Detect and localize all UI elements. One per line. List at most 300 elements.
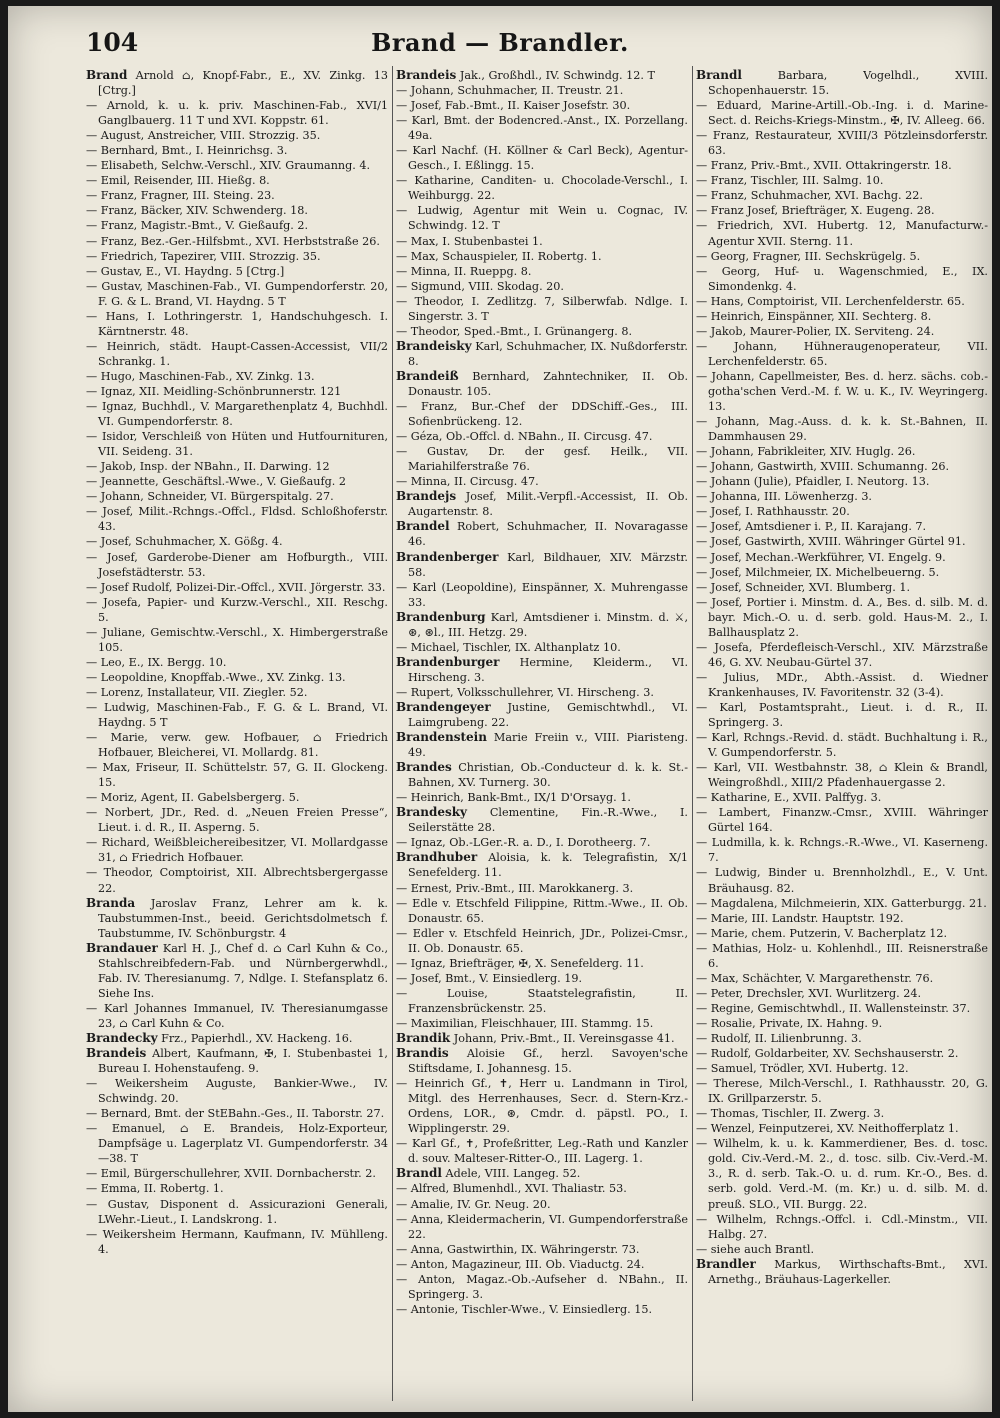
entry-text: Franz, Tischler, III. Salmg. 10. (710, 174, 884, 188)
directory-entry-sub (696, 865, 988, 895)
directory-entry-sub (396, 234, 688, 249)
entry-text: Marie, chem. Putzerin, V. Bacherplatz 12. (710, 926, 948, 940)
entry-text: Franz, Bur.-Chef der DDSchiff.-Ges., III. Sofienbrückeng. 12. (408, 400, 688, 429)
entry-text: Hermine, Kleiderm., VI. Hirscheng. 3. (408, 655, 688, 684)
entry-surname: Brandhuber (396, 850, 478, 865)
entry-text: Katharine, Canditen- u. Chocolade-Verschl., I. Weihburgg. 22. (408, 174, 688, 203)
entry-text: Jaroslav Franz, Lehrer am k. k. Taubstummen-Inst., beeid. Gerichtsdolmetsch f. Taubstumme, IV. Schönburgstr. 4 (98, 896, 388, 940)
directory-entry-sub (86, 279, 388, 309)
entry-text: Sigmund, VIII. Skodag. 20. (410, 279, 564, 293)
page-number: 104 (86, 28, 139, 57)
directory-entry-main (396, 760, 688, 790)
entry-text: Weikersheim Hermann, Kaufmann, IV. Mühlleng. 4. (98, 1227, 388, 1256)
directory-entry-sub (396, 294, 688, 324)
directory-entry-sub (396, 956, 688, 971)
directory-entry-sub (696, 550, 988, 565)
entry-text: Josef, Amtsdiener i. P., II. Karajang. 7. (710, 520, 927, 534)
entry-text: Wenzel, Feinputzerei, XV. Neithofferplatz 1. (710, 1122, 959, 1136)
directory-entry-sub (396, 474, 688, 489)
directory-entry-sub (696, 459, 988, 474)
directory-entry-sub (696, 188, 988, 203)
entry-text: Jeannette, Geschäftsl.-Wwe., V. Gießaufg. 2 (100, 475, 347, 489)
directory-entry-sub (86, 128, 388, 143)
entry-text: Ernest, Priv.-Bmt., III. Marokkanerg. 3. (410, 881, 634, 895)
directory-entry-sub (396, 640, 688, 655)
directory-entry-sub (396, 1242, 688, 1257)
directory-entry-sub (86, 730, 388, 760)
directory-page (8, 6, 992, 1412)
entry-text: Magdalena, Milchmeierin, XIX. Gatterburgg. 21. (710, 896, 987, 910)
entry-text: Aloisie Gf., herzl. Savoyen'sche Stiftsdame, I. Johannesg. 15. (408, 1047, 688, 1076)
entry-text: Clementine, Fin.-R.-Wwe., I. Seilerstätte 28. (408, 806, 688, 835)
entry-text: Markus, Wirthschafts-Bmt., XVI. Arnethg., Bräuhaus-Lagerkeller. (708, 1257, 988, 1286)
directory-entry-sub (696, 565, 988, 580)
entry-text: Jakob, Insp. der NBahn., II. Darwing. 12 (100, 460, 330, 474)
directory-entry-main (396, 339, 688, 369)
entry-text: Richard, Weißbleichereibesitzer, VI. Mollardgasse 31, ⌂ Friedrich Hofbauer. (98, 836, 388, 865)
entry-text: Regine, Gemischtwhdl., II. Wallensteinstr. 37. (710, 1001, 971, 1015)
entry-text: Eduard, Marine-Artill.-Ob.-Ing. i. d. Marine-Sect. d. Reichs-Kriegs-Minstm., ✠, IV. Alleeg. 66. (708, 99, 988, 128)
entry-text: Karl, Rchngs.-Revid. d. städt. Buchhaltung i. R., V. Gumpendorferstr. 5. (708, 731, 988, 760)
entry-surname: Brandenburger (396, 654, 500, 669)
directory-entry-sub (86, 625, 388, 655)
entry-text: Minna, II. Rueppg. 8. (410, 264, 532, 278)
entry-text: Leopoldine, Knopffab.-Wwe., XV. Zinkg. 13. (100, 670, 346, 684)
directory-entry-sub (396, 580, 688, 610)
directory-entry-sub (696, 534, 988, 549)
entry-text: Karl, Schuhmacher, IX. Nußdorferstr. 8. (408, 339, 688, 368)
directory-entry-sub (396, 685, 688, 700)
entry-text: Maximilian, Fleischhauer, III. Stammg. 15. (410, 1016, 654, 1030)
entry-text: Johann, Gastwirth, XVIII. Schumanng. 26. (710, 460, 950, 474)
entry-surname: Brandis (396, 1046, 449, 1061)
directory-entry-sub (86, 203, 388, 218)
directory-entry-sub (696, 1136, 988, 1211)
directory-entry-sub (396, 1076, 688, 1136)
entry-text: Bernhard, Zahntechniker, II. Ob. Donaustr. 105. (408, 369, 688, 398)
directory-entry-sub (696, 309, 988, 324)
entry-text: Theodor, Sped.-Bmt., I. Grünangerg. 8. (410, 324, 633, 338)
entry-text: Karl H. J., Chef d. ⌂ Carl Kuhn & Co., Stahlschreibfedern-Fab. und Nürnbergerwhdl., Fab. IV. Theresianumg. 7, Ndlge. I. Stefansplatz 6. Siehe Ins. (98, 941, 388, 1000)
directory-entry-sub (696, 700, 988, 730)
directory-entry-sub (396, 1181, 688, 1196)
directory-entry-sub (696, 414, 988, 444)
directory-entry-sub (86, 188, 388, 203)
column-2 (396, 68, 688, 1398)
directory-entry-sub (696, 1242, 988, 1257)
directory-entry-sub (696, 1106, 988, 1121)
directory-entry-sub (86, 670, 388, 685)
page-title: Brand — Brandler. (371, 28, 629, 57)
entry-surname: Brandik (396, 1031, 451, 1045)
entry-text: Christian, Ob.-Conducteur d. k. k. St.-Bahnen, XV. Turnerg. 30. (408, 761, 688, 790)
directory-entry-sub (396, 926, 688, 956)
column-divider (392, 66, 393, 1401)
directory-entry-sub (696, 941, 988, 971)
directory-entry-sub (86, 264, 388, 279)
entry-text: Karl, Bildhauer, XIV. Märzstr. 58. (408, 550, 688, 579)
entry-text: Rudolf, II. Lilienbrunng. 3. (710, 1032, 862, 1045)
directory-entry-sub (86, 399, 388, 429)
entry-text: Gustav, Dr. der gesf. Heilk., VII. Mariahilferstraße 76. (408, 445, 688, 474)
directory-entry-main (396, 550, 688, 580)
entry-text: Franz, Priv.-Bmt., XVII. Ottakringerstr. 18. (710, 159, 952, 173)
entry-text: Adele, VIII. Langeg. 52. (445, 1167, 581, 1181)
entry-text: Anna, Gastwirthin, IX. Währingerstr. 73. (410, 1242, 640, 1256)
entry-text: Heinrich, Bank-Bmt., IX/1 D'Orsayg. 1. (410, 791, 631, 805)
entry-text: Aloisia, k. k. Telegrafistin, X/1 Senefelderg. 11. (408, 851, 688, 880)
entry-text: Johann (Julie), Pfaidler, I. Neutorg. 13. (710, 475, 930, 489)
entry-surname: Brandeis (86, 1046, 147, 1061)
directory-entry-sub (396, 971, 688, 986)
entry-text: Ignaz, XII. Meidling-Schönbrunnerstr. 121 (100, 384, 342, 398)
directory-entry-sub (696, 986, 988, 1001)
directory-entry-sub (396, 790, 688, 805)
directory-entry-sub (396, 881, 688, 896)
column-divider (692, 66, 693, 1401)
directory-entry-sub (696, 489, 988, 504)
entry-text: Alfred, Blumenhdl., XVI. Thaliastr. 53. (410, 1182, 627, 1196)
entry-text: Ludmilla, k. k. Rchngs.-R.-Wwe., VI. Kaserneng. 7. (708, 836, 988, 865)
entry-text: Georg, Fragner, III. Sechskrügelg. 5. (710, 249, 921, 263)
entry-text: Ludwig, Agentur mit Wein u. Cognac, IV. Schwindg. 12. T (408, 204, 688, 233)
entry-text: Hans, I. Lothringerstr. 1, Handschuhgesch. I. Kärntnerstr. 48. (98, 309, 388, 338)
entry-text: Franz, Bez.-Ger.-Hilfsbmt., XVI. Herbststraße 26. (100, 234, 380, 248)
directory-entry-sub (696, 158, 988, 173)
directory-entry-sub (86, 158, 388, 173)
entry-text: Josef, Garderobe-Diener am Hofburgth., VIII. Josefstädterstr. 53. (98, 550, 388, 579)
entry-surname: Brandejs (396, 489, 457, 504)
entry-text: Johann, Priv.-Bmt., II. Vereinsgasse 41. (453, 1032, 675, 1045)
entry-text: Karl, Bmt. der Bodencred.-Anst., IX. Porzellang. 49a. (408, 114, 688, 143)
entry-text: Elisabeth, Selchw.-Verschl., XIV. Graumanng. 4. (100, 159, 371, 173)
entry-text: Minna, II. Circusg. 47. (410, 475, 539, 489)
directory-entry-sub (86, 595, 388, 625)
entry-text: Ignaz, Buchhdl., V. Margarethenplatz 4, Buchhdl. VI. Gumpendorferstr. 8. (98, 400, 388, 429)
entry-text: Jakob, Maurer-Polier, IX. Serviteng. 24. (710, 324, 935, 338)
entry-text: Johann, Capellmeister, Bes. d. herz. sächs. cob.-gotha'schen Verd.-M. f. W. u. K., IV. Weyringerg. 13. (708, 369, 988, 414)
directory-entry-sub (696, 264, 988, 294)
directory-entry-sub (396, 173, 688, 203)
entry-text: Emanuel, ⌂ E. Brandeis, Holz-Exporteur, Dampfsäge u. Lagerplatz VI. Gumpendorferstr. 34—38. T (98, 1122, 388, 1166)
directory-entry-sub (396, 1136, 688, 1166)
entry-text: Arnold ⌂, Knopf-Fabr., E., XV. Zinkg. 13 [Ctrg.] (98, 69, 388, 98)
entry-text: Josefa, Papier- und Kurzw.-Verschl., XII. Reschg. 5. (98, 595, 388, 624)
directory-entry-sub (86, 504, 388, 534)
directory-entry-sub (86, 489, 388, 504)
entry-surname: Brandesky (396, 805, 468, 820)
entry-text: Rudolf, Goldarbeiter, XV. Sechshauserstr. 2. (710, 1047, 959, 1061)
directory-entry-main (396, 655, 688, 685)
directory-entry-sub (696, 926, 988, 941)
entry-text: Heinrich Gf., ✝, Herr u. Landmann in Tirol, Mitgl. des Herrenhauses, Secr. d. Stern-Krz.-Ordens, LOR., ⊛, Cmdr. d. päpstl. PO., I. Wipplingerstr. 29. (408, 1077, 688, 1136)
entry-text: Johanna, III. Löwenherzg. 3. (710, 490, 872, 504)
directory-entry-sub (696, 730, 988, 760)
entry-text: August, Anstreicher, VIII. Strozzig. 35. (100, 129, 321, 143)
entry-text: Ludwig, Binder u. Brennholzhdl., E., V. Unt. Bräuhausg. 82. (708, 866, 988, 895)
directory-entry-sub (86, 1076, 388, 1106)
entry-text: Marie, verw. gew. Hofbauer, ⌂ Friedrich Hofbauer, Bleicherei, VI. Mollardg. 81. (98, 731, 388, 760)
entry-text: Josef, Milit.-Verpfl.-Accessist, II. Ob. Augartenstr. 8. (408, 490, 688, 519)
directory-entry-sub (396, 249, 688, 264)
entry-text: Johann, Fabrikleiter, XIV. Huglg. 26. (710, 445, 916, 459)
directory-entry-sub (696, 504, 988, 519)
entry-text: Lorenz, Installateur, VII. Ziegler. 52. (100, 685, 308, 699)
directory-entry-sub (696, 128, 988, 158)
entry-text: Emil, Bürgerschullehrer, XVII. Dornbacherstr. 2. (100, 1167, 376, 1181)
entry-text: Anton, Magazineur, III. Ob. Viaductg. 24. (410, 1257, 645, 1271)
directory-entry-sub (696, 444, 988, 459)
entry-text: Karl Nachf. (H. Köllner & Carl Beck), Agentur-Gesch., I. Eßlingg. 15. (408, 144, 688, 173)
directory-entry-main (86, 941, 388, 1001)
entry-text: Wilhelm, k. u. k. Kammerdiener, Bes. d. tosc. gold. Civ.-Verd.-M. 2., d. tosc. silb. Civ.-Verd.-M. 3., R. d. serb. Tak.-O. u. d. rum. Kr.-O., Bes. d. serb. gold. Verd.-M. (m. Kr.) u. d. silb. M. d. preuß. SLO., VII. Burgg. 22. (708, 1137, 988, 1211)
entry-text: Theodor, I. Zedlitzg. 7, Silberwfab. Ndlge. I. Singerstr. 3. T (408, 294, 688, 323)
entry-text: Peter, Drechsler, XVI. Wurlitzerg. 24. (710, 986, 922, 1000)
directory-entry-sub (86, 143, 388, 158)
directory-entry-sub (696, 640, 988, 670)
entry-text: Josef Rudolf, Polizei-Dir.-Offcl., XVII. Jörgerstr. 33. (100, 580, 386, 594)
entry-text: Franz, Bäcker, XIV. Schwenderg. 18. (100, 204, 308, 218)
directory-entry-sub (696, 1046, 988, 1061)
entry-text: Friedrich, XVI. Hubertg. 12, Manufacturw.-Agentur XVII. Sterng. 11. (708, 219, 988, 248)
directory-entry-sub (396, 113, 688, 143)
entry-surname: Brandel (396, 519, 450, 534)
entry-surname: Brandenburg (396, 609, 486, 624)
entry-text: Gustav, Disponent d. Assicurazioni Generali, LWehr.-Lieut., I. Landskrong. 1. (98, 1197, 388, 1226)
entry-text: Johann, Schneider, VI. Bürgerspitalg. 27. (100, 490, 334, 504)
directory-entry-sub (86, 1181, 388, 1196)
directory-entry-sub (696, 1031, 988, 1046)
entry-text: Franz, Magistr.-Bmt., V. Gießaufg. 2. (100, 219, 309, 233)
entry-text: Edler v. Etschfeld Heinrich, JDr., Polizei-Cmsr., II. Ob. Donaustr. 65. (408, 926, 688, 955)
entry-text: siehe auch Brantl. (710, 1242, 815, 1256)
entry-text: Josef, Milchmeier, IX. Michelbeuerng. 5. (710, 565, 940, 579)
directory-entry-main (396, 805, 688, 835)
entry-surname: Brandecky (86, 1031, 158, 1045)
column-1 (86, 68, 388, 1398)
entry-text: Therese, Milch-Verschl., I. Rathhausstr. 20, G. IX. Grillparzerstr. 5. (708, 1077, 988, 1106)
directory-entry-sub (86, 249, 388, 264)
entry-text: Hugo, Maschinen-Fab., XV. Zinkg. 13. (100, 369, 315, 383)
directory-entry-sub (396, 429, 688, 444)
entry-text: Bernhard, Bmt., I. Heinrichsg. 3. (100, 144, 288, 158)
directory-entry-sub (396, 1016, 688, 1031)
directory-entry-sub (696, 1121, 988, 1136)
entry-text: Johann, Hühneraugenoperateur, VII. Lerchenfelderstr. 65. (708, 339, 988, 368)
entry-text: Moriz, Agent, II. Gabelsbergerg. 5. (100, 791, 300, 805)
entry-text: Karl (Leopoldine), Einspänner, X. Muhrengasse 33. (408, 580, 688, 609)
entry-text: Josef, Mechan.-Werkführer, VI. Engelg. 9. (710, 550, 946, 564)
entry-text: Antonie, Tischler-Wwe., V. Einsiedlerg. 15. (410, 1302, 653, 1316)
entry-text: Gustav, Maschinen-Fab., VI. Gumpendorferstr. 20, F. G. & L. Brand, VI. Haydng. 5 T (98, 279, 388, 308)
directory-entry-main (86, 68, 388, 98)
entry-text: Louise, Staatstelegrafistin, II. Franzensbrückenstr. 25. (408, 986, 688, 1015)
entry-text: Karl, Amtsdiener i. Minstm. d. ⚔, ⊛, ⊛l., III. Hetzg. 29. (408, 610, 688, 639)
directory-entry-sub (396, 83, 688, 98)
entry-text: Norbert, JDr., Red. d. „Neuen Freien Presse“, Lieut. i. d. R., II. Asperng. 5. (98, 806, 388, 835)
directory-entry-sub (86, 429, 388, 459)
directory-entry-sub (696, 294, 988, 309)
entry-text: Emma, II. Robertg. 1. (100, 1182, 224, 1196)
directory-entry-sub (696, 98, 988, 128)
directory-entry-sub (396, 1197, 688, 1212)
directory-entry-sub (396, 279, 688, 294)
entry-text: Gustav, E., VI. Haydng. 5 [Ctrg.] (100, 264, 285, 278)
page-header (8, 28, 992, 62)
directory-entry-sub (696, 519, 988, 534)
directory-entry-main (396, 850, 688, 880)
directory-entry-main (396, 1046, 688, 1076)
entry-text: Josef, Portier i. Minstm. d. A., Bes. d. silb. M. d. bayr. Mich.-O. u. d. serb. gold. Haus-M. 2., I. Ballhausplatz 2. (708, 595, 988, 639)
entry-surname: Brandauer (86, 940, 158, 955)
entry-text: Josef, Fab.-Bmt., II. Kaiser Josefstr. 30. (410, 99, 631, 113)
entry-text: Lambert, Finanzw.-Cmsr., XVIII. Währinger Gürtel 164. (708, 806, 988, 835)
entry-text: Josef, Bmt., V. Einsiedlerg. 19. (410, 971, 583, 985)
entry-text: Weikersheim Auguste, Bankier-Wwe., IV. Schwindg. 20. (98, 1077, 388, 1106)
entry-text: Arnold, k. u. k. priv. Maschinen-Fab., XVI/1 Ganglbauerg. 11 T und XVI. Koppstr. 61. (98, 99, 388, 128)
directory-entry-sub (696, 835, 988, 865)
entry-text: Jak., Großhdl., IV. Schwindg. 12. T (459, 69, 655, 82)
directory-entry-sub (396, 444, 688, 474)
entry-text: Michael, Tischler, IX. Althanplatz 10. (410, 640, 621, 654)
directory-entry-sub (396, 896, 688, 926)
directory-entry-sub (86, 474, 388, 489)
directory-entry-sub (86, 459, 388, 474)
directory-entry-sub (86, 685, 388, 700)
entry-text: Josef, I. Rathhausstr. 20. (710, 505, 850, 519)
directory-entry-sub (396, 203, 688, 233)
directory-entry-main (86, 896, 388, 941)
entry-surname: Branda (86, 895, 136, 910)
entry-text: Max, I. Stubenbastei 1. (410, 234, 543, 248)
directory-entry-sub (86, 550, 388, 580)
directory-entry-sub (696, 1076, 988, 1106)
directory-entry-sub (696, 971, 988, 986)
directory-entry-sub (696, 249, 988, 264)
entry-text: Ignaz, Briefträger, ✠, X. Senefelderg. 11. (410, 956, 644, 970)
directory-entry-sub (396, 324, 688, 339)
entry-text: Barbara, Vogelhdl., XVIII. Schopenhauerstr. 15. (708, 69, 988, 98)
directory-entry-main (696, 68, 988, 98)
column-3 (696, 68, 988, 1398)
entry-text: Julius, MDr., Abth.-Assist. d. Wiedner Krankenhauses, IV. Favoritenstr. 32 (3-4). (708, 670, 988, 699)
directory-entry-sub (86, 339, 388, 369)
entry-text: Thomas, Tischler, II. Zwerg. 3. (710, 1107, 885, 1121)
entry-text: Edle v. Etschfeld Filippine, Rittm.-Wwe., II. Ob. Donaustr. 65. (408, 896, 688, 925)
directory-entry-main (86, 1046, 388, 1076)
entry-text: Heinrich, Einspänner, XII. Sechterg. 8. (710, 309, 932, 323)
entry-text: Theodor, Comptoirist, XII. Albrechtsbergergasse 22. (98, 866, 388, 895)
entry-surname: Brandl (396, 1166, 442, 1181)
directory-entry-sub (86, 1001, 388, 1031)
entry-text: Robert, Schuhmacher, II. Novaragasse 46. (408, 520, 688, 549)
directory-entry-sub (86, 835, 388, 865)
entry-text: Friedrich, Tapezirer, VIII. Strozzig. 35. (100, 249, 321, 263)
directory-entry-sub (396, 399, 688, 429)
entry-text: Franz Josef, Briefträger, X. Eugeng. 28. (710, 204, 935, 218)
entry-text: Max, Schächter, V. Margarethenstr. 76. (710, 971, 934, 985)
directory-entry-sub (86, 1166, 388, 1181)
entry-text: Hans, Comptoirist, VII. Lerchenfelderstr. 65. (710, 294, 965, 308)
entry-text: Johann, Schuhmacher, II. Treustr. 21. (410, 84, 624, 98)
directory-entry-main (396, 700, 688, 730)
directory-entry-sub (696, 1016, 988, 1031)
directory-entry-sub (86, 700, 388, 730)
directory-entry-sub (696, 203, 988, 218)
entry-text: Franz, Restaurateur, XVIII/3 Pötzleinsdorferstr. 63. (708, 129, 988, 158)
directory-entry-main (396, 369, 688, 399)
directory-entry-main (396, 730, 688, 760)
entry-surname: Brandeiß (396, 368, 459, 383)
directory-entry-sub (396, 264, 688, 279)
entry-text: Amalie, IV. Gr. Neug. 20. (410, 1197, 551, 1211)
directory-entry-sub (696, 324, 988, 339)
directory-entry-sub (696, 790, 988, 805)
entry-text: Justine, Gemischtwhdl., VI. Laimgrubeng. 22. (408, 700, 688, 730)
entry-text: Marie Freiin v., VIII. Piaristeng. 49. (408, 731, 688, 760)
directory-entry-sub (696, 339, 988, 369)
entry-text: Frz., Papierhdl., XV. Hackeng. 16. (161, 1032, 353, 1045)
entry-text: Isidor, Verschleiß von Hüten und Hutfournituren, VII. Seideng. 31. (98, 430, 388, 459)
directory-entry-sub (696, 474, 988, 489)
directory-entry-sub (396, 1302, 688, 1317)
entry-text: Rosalie, Private, IX. Hahng. 9. (710, 1016, 883, 1030)
directory-entry-sub (86, 655, 388, 670)
directory-entry-sub (396, 1212, 688, 1242)
entry-text: Mathias, Holz- u. Kohlenhdl., III. Reisnerstraße 6. (708, 941, 988, 970)
entry-text: Leo, E., IX. Bergg. 10. (100, 655, 227, 669)
directory-entry-main (396, 610, 688, 640)
entry-surname: Brandeisky (396, 338, 472, 353)
entry-text: Anton, Magaz.-Ob.-Aufseher d. NBahn., II. Springerg. 3. (408, 1272, 688, 1301)
entry-text: Ignaz, Ob.-LGer.-R. a. D., I. Dorotheerg. 7. (410, 836, 651, 850)
entry-text: Heinrich, städt. Haupt-Cassen-Accessist, VII/2 Schrankg. 1. (98, 339, 388, 368)
directory-entry-sub (396, 1272, 688, 1302)
entry-text: Josef, Gastwirth, XVIII. Währinger Gürtel 91. (710, 535, 966, 549)
entry-text: Franz, Schuhmacher, XVI. Bachg. 22. (710, 189, 923, 203)
entry-surname: Brandengeyer (396, 699, 491, 714)
directory-entry-sub (86, 218, 388, 233)
entry-text: Franz, Fragner, III. Steing. 23. (100, 189, 275, 203)
directory-entry-sub (696, 1212, 988, 1242)
directory-entry-sub (86, 173, 388, 188)
directory-entry-sub (86, 1121, 388, 1166)
directory-entry-sub (86, 309, 388, 339)
entry-text: Albert, Kaufmann, ✠, I. Stubenbastei 1, Bureau I. Hohenstaufeng. 9. (98, 1047, 388, 1076)
entry-text: Josef, Schneider, XVI. Blumberg. 1. (710, 580, 911, 594)
entry-text: Karl, Postamtspraht., Lieut. i. d. R., II. Springerg. 3. (708, 700, 988, 730)
directory-entry-main (396, 68, 688, 83)
directory-entry-sub (696, 911, 988, 926)
entry-surname: Brandenstein (396, 730, 487, 745)
directory-entry-sub (696, 173, 988, 188)
entry-text: Wilhelm, Rchngs.-Offcl. i. Cdl.-Minstm., VII. Halbg. 27. (708, 1212, 988, 1241)
entry-text: Josef, Schuhmacher, X. Gößg. 4. (100, 535, 283, 549)
directory-entry-sub (396, 986, 688, 1016)
entry-text: Karl Johannes Immanuel, IV. Theresianumgasse 23, ⌂ Carl Kuhn & Co. (98, 1001, 388, 1030)
directory-entry-sub (696, 369, 988, 414)
directory-entry-sub (696, 805, 988, 835)
directory-entry-sub (696, 595, 988, 640)
directory-entry-sub (696, 1061, 988, 1076)
directory-entry-main (396, 1166, 688, 1181)
entry-text: Josef, Milit.-Rchngs.-Offcl., Fldsd. Schloßhoferstr. 43. (98, 505, 388, 534)
directory-entry-main (396, 519, 688, 549)
directory-entry-sub (696, 896, 988, 911)
entry-surname: Brandler (696, 1256, 756, 1271)
entry-text: Johann, Mag.-Auss. d. k. k. St.-Bahnen, II. Dammhausen 29. (708, 415, 988, 444)
directory-entry-sub (86, 1197, 388, 1227)
